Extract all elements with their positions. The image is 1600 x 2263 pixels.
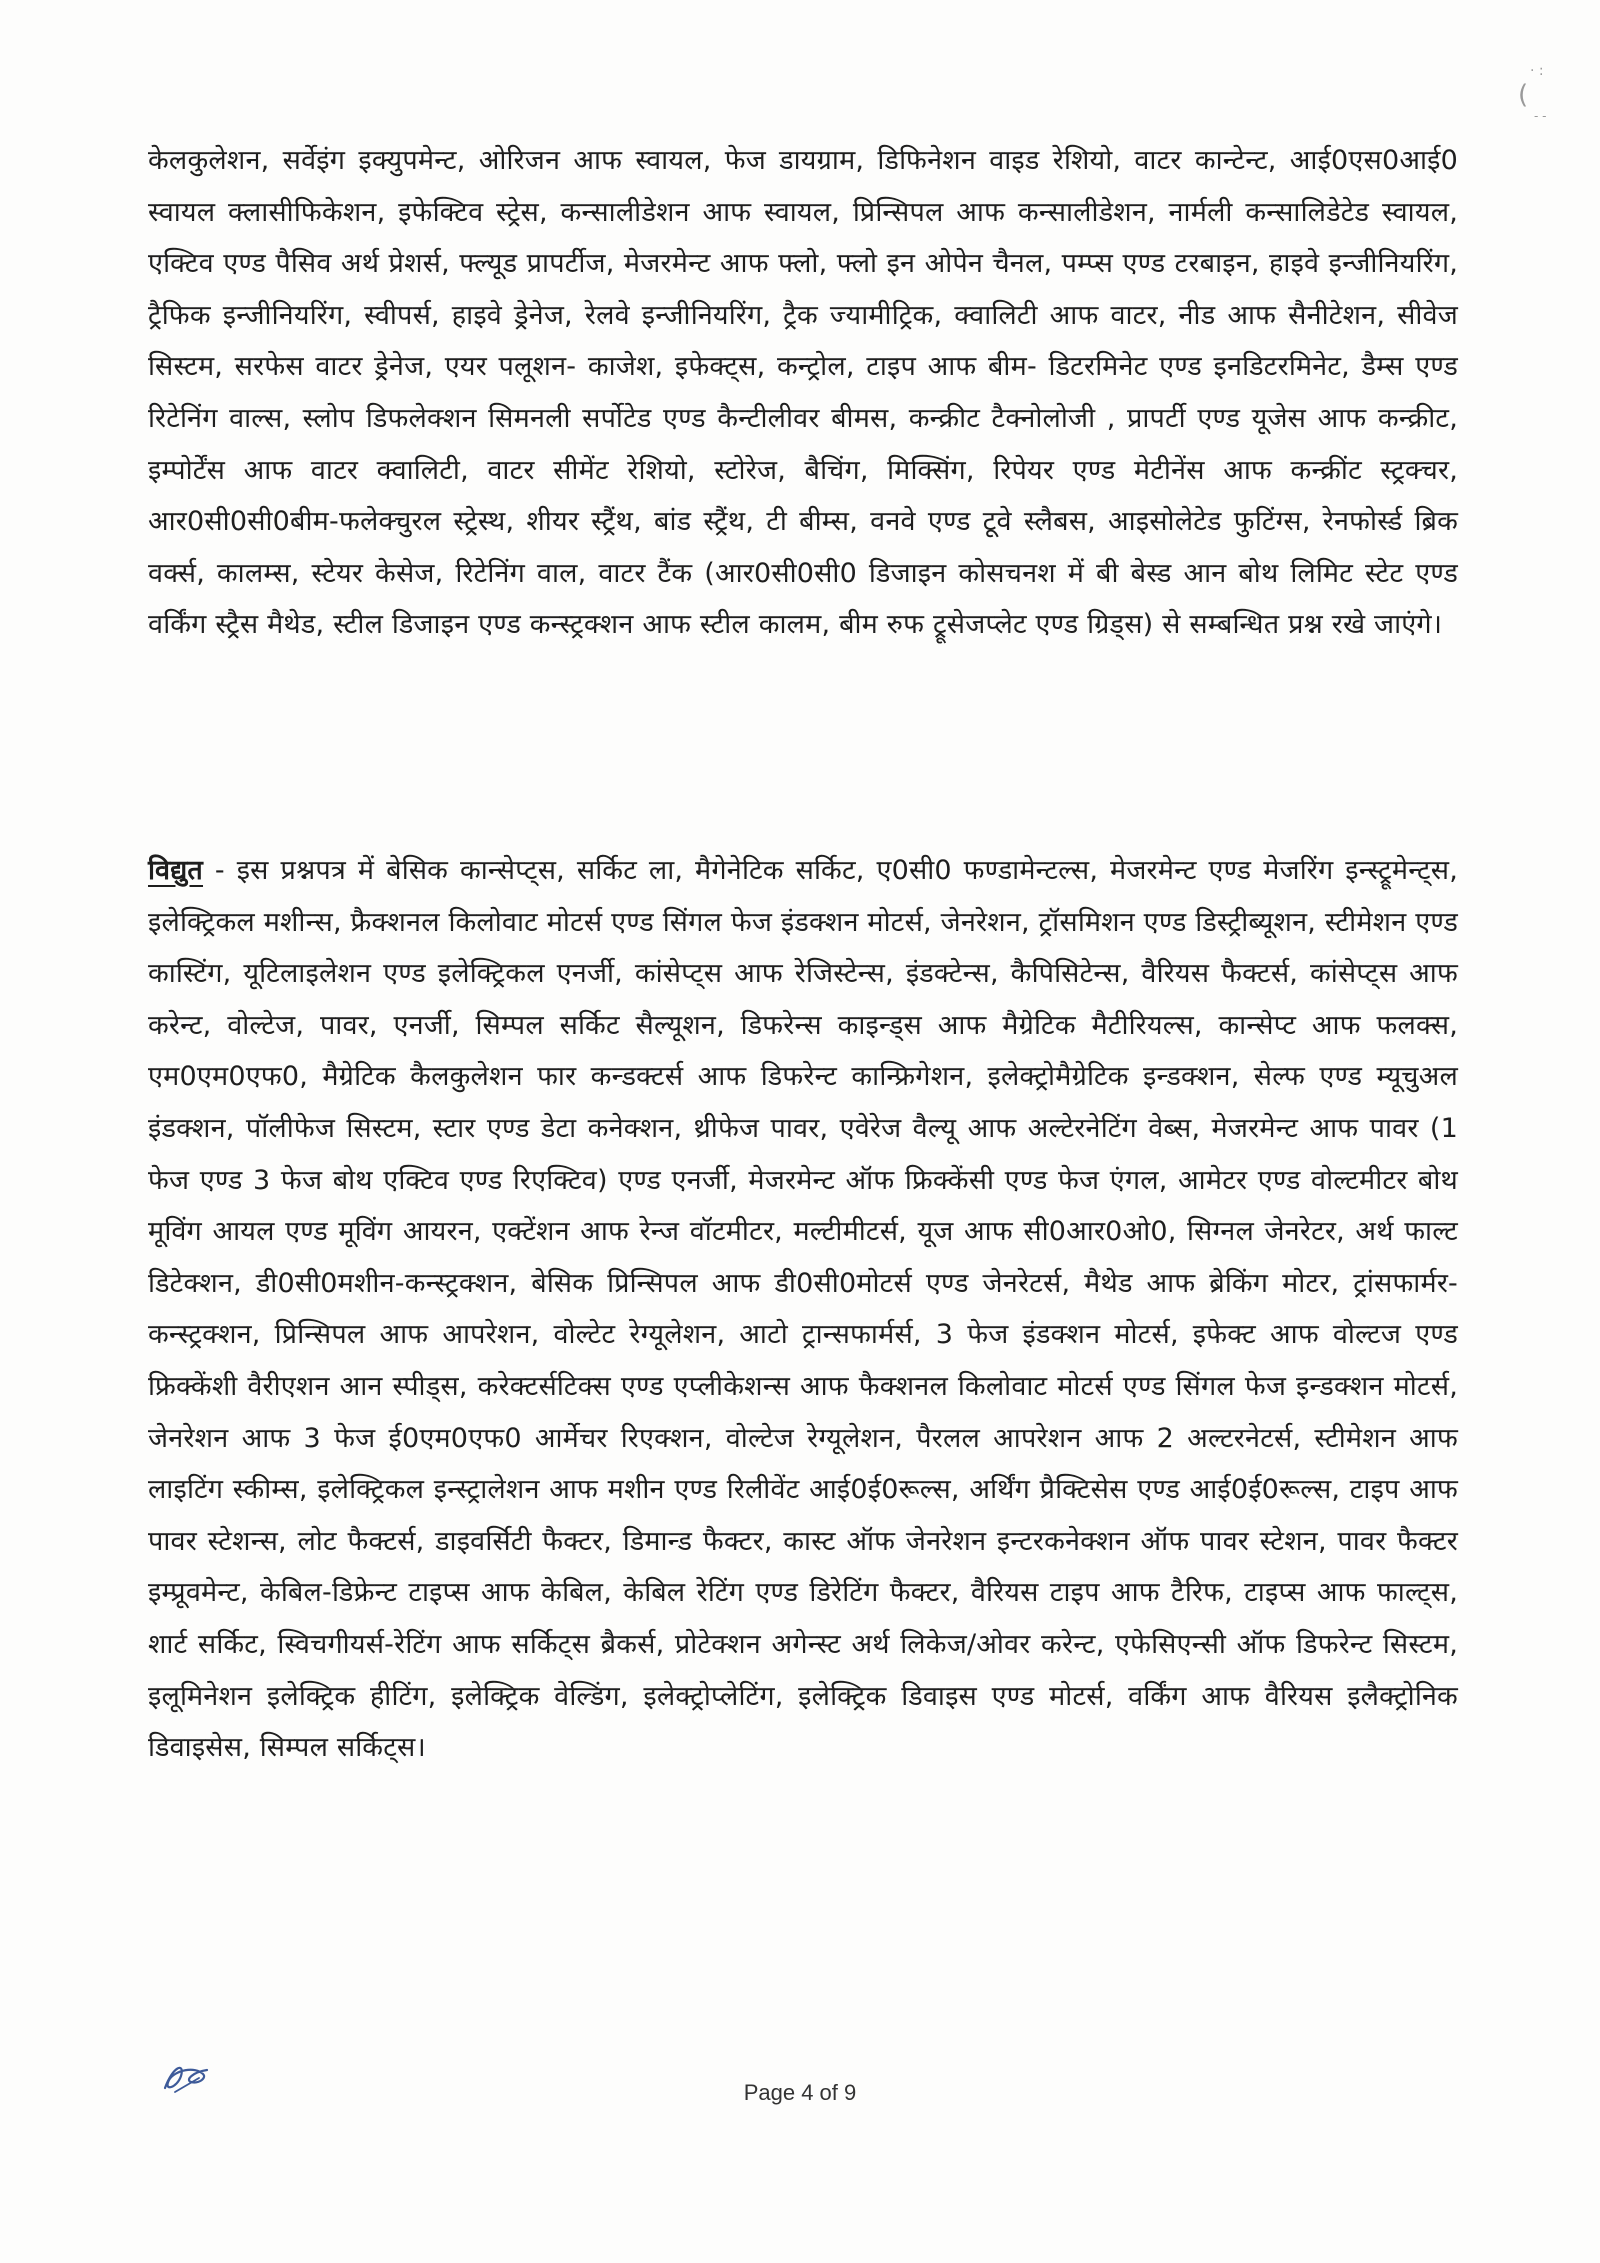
corner-scan-mark-icon: ( · : - - bbox=[1518, 63, 1547, 123]
page-number: Page 4 of 9 bbox=[743, 2080, 857, 2105]
electrical-syllabus-text: - इस प्रश्नपत्र में बेसिक कान्सेप्ट्स, सर्किट ला, मैगेनेटिक सर्किट, ए0सी0 फण्डामेन्टल्स, मेजरमेन्ट एण्ड मेजरिंग इन्स्ट्रूमेन्ट्स, इलेक्ट्रिकल मशीन्स, फ्रैक्शनल किलोवाट मोटर्स एण्ड सिंगल फेज इंडक्शन मोटर्स, जेनरेशन, ट्रॉसमिशन एण्ड डिस्ट्रीब्यूशन, स्टीमेशन एण्ड कास्टिंग, यूटिलाइलेशन एण्ड इलेक्ट्रिकल एनर्जी, कांसेप्ट्स आफ रेजिस्टेन्स, इंडक्टेन्स, कैपिसिटेन्स, वैरियस फैक्टर्स, कांसेप्ट्स आफ करेन्ट, वोल्टेज, पावर, एनर्जी, सिम्पल सर्किट सैल्यूशन, डिफरेन्स काइन्ड्स आफ मैग्रेटिक मैटीरियल्स, कान्सेप्ट आफ फलक्स, एम0एम0एफ0, मैग्रेटिक कैलकुलेशन फार कन्डक्टर्स आफ डिफरेन्ट कान्फ्रिगेशन, इलेक्ट्रोमैग्रेटिक इन्डक्शन, सेल्फ एण्ड म्यूचुअल इंडक्शन, पॉलीफेज सिस्टम, स्टार एण्ड डेटा कनेक्शन, थ्रीफेज पावर, एवेरेज वैल्यू आफ अल्टेरनेटिंग वेब्स, मेजरमेन्ट आफ पावर (1 फेज एण्ड 3 फेज बोथ एक्टिव एण्ड रिएक्टिव) एण्ड एनर्जी, मेजरमेन्ट ऑफ फ्रिक्केंसी एण्ड फेज एंगल, आमेटर एण्ड वोल्टमीटर बोथ मूविंग आयल एण्ड मूविंग आयरन, एक्टेंशन आफ रेन्ज वॉटमीटर, मल्टीमीटर्स, यूज आफ सी0आर0ओ0, सिग्नल जेनरेटर, अर्थ फाल्ट डिटेक्शन, डी0सी0मशीन-कन्स्ट्रक्शन, बेसिक प्रिन्सिपल आफ डी0सी0मोटर्स एण्ड जेनरेटर्स, मैथेड आफ ब्रेकिंग मोटर, ट्रांसफार्मर-कन्स्ट्रक्शन, प्रिन्सिपल आफ आपरेशन, वोल्टेट रेग्यूलेशन, आटो ट्रान्सफार्मर्स, 3 फेज इंडक्शन मोटर्स, इफेक्ट आफ वोल्टज एण्ड फ्रिक्केंशी वैरीएशन आन स्पीड्स, करेक्टर्सटिक्स एण्ड एप्लीकेशन्स आफ फैक्शनल किलोवाट मोटर्स एण्ड सिंगल फेज इन्डक्शन मोटर्स, जेनरेशन आफ 3 फेज ई0एम0एफ0 आर्मेचर रिएक्शन, वोल्टेज रेग्यूलेशन, पैरलल आपरेशन आफ 2 अल्टरनेटर्स, स्टीमेशन आफ लाइटिंग स्कीम्स, इलेक्ट्रिकल इन्स्ट्रालेशन आफ मशीन एण्ड रिलीवेंट आई0ई0रूल्स, अर्थिंग प्रैक्टिसेस एण्ड आई0ई0रूल्स, टाइप आफ पावर स्टेशन्स, लोट फैक्टर्स, डाइवर्सिटी फैक्टर, डिमान्ड फैक्टर, कास्ट ऑफ जेनरेशन इन्टरकनेक्शन ऑफ पावर स्टेशन, पावर फैक्टर इम्प्रूवमेन्ट, केबिल-डिफ्रेन्ट टाइप्स आफ केबिल, केबिल रेटिंग एण्ड डिरेटिंग फैक्टर, वैरियस टाइप आफ टैरिफ, टाइप्स आफ फाल्ट्स, शार्ट सर्किट, स्विचगीयर्स-रेटिंग आफ सर्किट्स ब्रैकर्स, प्रोटेक्शन अगेन्स्ट अर्थ लिकेज/ओवर करेन्ट, एफेसिएन्सी ऑफ डिफरेन्ट सिस्टम, इलूमिनेशन इलेक्ट्रिक हीटिंग, इलेक्ट्रिक वेल्डिंग, इलेक्ट्रोप्लेटिंग, इलेक्ट्रिक डिवाइस एण्ड मोटर्स, वर्किंग आफ वैरियस इलैक्ट्रोनिक डिवाइसेस, सिम्पल सर्किट्स। bbox=[148, 855, 1459, 1764]
civil-syllabus-text: केलकुलेशन, सर्वेइंग इक्युपमेन्ट, ओरिजन आफ स्वायल, फेज डायग्राम, डिफिनेशन वाइड रेशियो, वाटर कान्टेन्ट, आई0एस0आई0 स्वायल क्लासीफिकेशन, इफेक्टिव स्ट्रेस, कन्सालीडेशन आफ स्वायल, प्रिन्सिपल आफ कन्सालीडेशन, नार्मली कन्सालिडेटेड स्वायल, एक्टिव एण्ड पैसिव अर्थ प्रेशर्स, फ्ल्यूड प्रापर्टीज, मेजरमेन्ट आफ फ्लो, फ्लो इन ओपेन चैनल, पम्प्स एण्ड टरबाइन, हाइवे इन्जीनियरिंग, ट्रैफिक इन्जीनियरिंग, स्वीपर्स, हाइवे ड्रेनेज, रेलवे इन्जीनियरिंग, ट्रैक ज्यामीट्रिक, क्वालिटी आफ वाटर, नीड आफ सैनीटेशन, सीवेज सिस्टम, सरफेस वाटर ड्रेनेज, एयर पलूशन- काजेश, इफेक्ट्स, कन्ट्रोल, टाइप आफ बीम- डिटरमिनेट एण्ड इनडिटरमिनेट, डैम्स एण्ड रिटेनिंग वाल्स, स्लोप डिफलेक्शन सिमनली सर्पोटेड एण्ड कैन्टीलीवर बीमस, कन्क्रीट टैक्नोलोजी , प्रापर्टी एण्ड यूजेस आफ कन्क्रीट, इम्पोर्टेंस आफ वाटर क्वालिटी, वाटर सीमेंट रेशियो, स्टोरेज, बैचिंग, मिक्सिंग, रिपेयर एण्ड मेटीनेंस आफ कन्क्रींट स्ट्रक्चर, आर0सी0सी0बीम-फलेक्चुरल स्ट्रेस्थ, शीयर स्ट्रैंथ, बांड स्ट्रैंथ, टी बीम्स, वनवे एण्ड टूवे स्लैबस, आइसोलेटेड फुटिंग्स, रेनफोर्स्ड ब्रिक वर्क्स, कालम्स, स्टेयर केसेज, रिटेनिंग वाल, वाटर टैंक (आर0सी0सी0 डिजाइन कोसचनश में बी बेस्ड आन बोथ लिमिट स्टेट एण्ड वर्किंग स्ट्रैस मैथेड, स्टील डिजाइन एण्ड कन्स्ट्रक्शन आफ स्टील कालम, बीम रुफ ट्रूसेजप्लेट एण्ड ग्रिड्स) से सम्बन्धित प्रश्न रखे जाएंगे। bbox=[148, 145, 1458, 641]
electrical-syllabus-paragraph bbox=[148, 845, 1458, 1774]
civil-syllabus-paragraph bbox=[148, 135, 1458, 651]
electrical-heading: विद्युत bbox=[148, 855, 204, 886]
